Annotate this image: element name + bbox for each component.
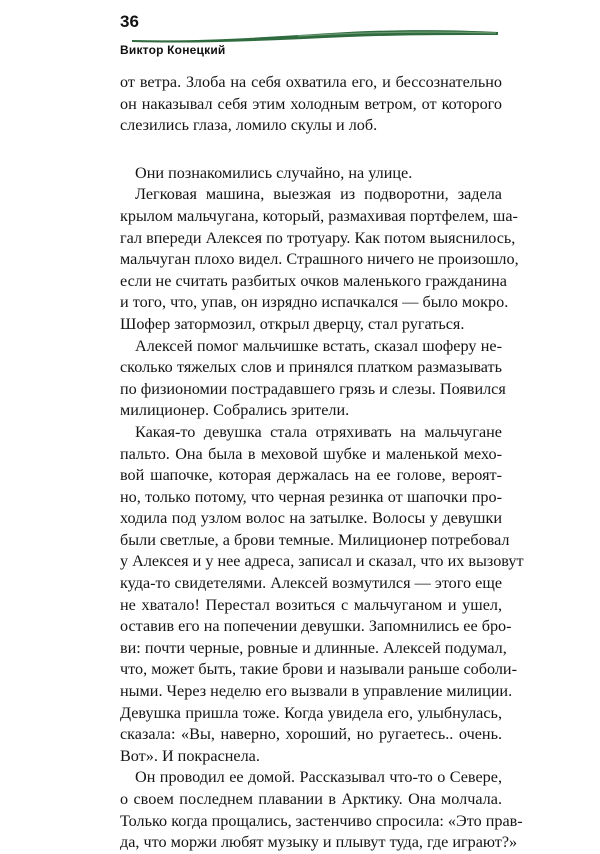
decorative-brush-rule <box>118 22 500 48</box>
text-line: ходила под узлом волос на затылке. Волосы у девушки <box>120 509 502 528</box>
text-line: гал впереди Алексея по тротуару. Как потом выяснилось, <box>120 228 516 247</box>
text-line: что, может быть, такие брови и называли раньше соболи- <box>120 660 517 679</box>
text-line: Он проводил ее домой. Рассказывал что-то о Севере, <box>135 768 502 787</box>
text-line: Они познакомились случайно, на улице. <box>135 163 413 182</box>
text-line: ви: почти черные, ровные и длинные. Алексей подумал, <box>120 638 507 657</box>
text-line: не хватало! Перестал возиться с мальчуганом и ушел, <box>120 595 502 614</box>
text-line: и того, что, упав, он изрядно испачкался — было мокро. <box>120 293 509 312</box>
text-line: у Алексея и у нее адреса, записал и сказал, что их вызовут <box>120 552 524 571</box>
running-head: Виктор Конецкий <box>120 43 226 57</box>
text-line: Легковая машина, выезжая из подворотни, задела <box>135 185 502 204</box>
text-line: куда-то свидетелями. Алексей возмутился — этого еще <box>120 574 502 593</box>
text-line: сказала: «Вы, наверно, хороший, но ругаетесь.. очень. <box>120 725 502 744</box>
text-line: Только когда прощались, застенчиво спросила: «Это прав- <box>120 811 523 830</box>
text-line: оставив его на попечении девушки. Запомнились ее бро- <box>120 617 512 636</box>
text-line: крылом мальчугана, который, размахивая портфелем, ша- <box>120 206 518 225</box>
text-line: да, что моржи любят музыку и плывут туда, где играют?» <box>120 833 518 852</box>
text-line: если не считать разбитых очков маленького гражданина <box>120 271 507 290</box>
text-line: от ветра. Злоба на себя охватила его, и бессознательно <box>120 73 502 91</box>
body-text <box>120 72 524 854</box>
text-line: он наказывал себя этим холодным ветром, от которого <box>120 94 502 113</box>
paragraph-group <box>120 163 524 854</box>
section-break <box>120 137 502 163</box>
text-line: милиционер. Собрались зрители. <box>120 401 350 420</box>
page-number: 36 <box>120 12 139 31</box>
text-line: Вот». И покраснела. <box>120 746 260 765</box>
text-line: по физиономии пострадавшего грязь и слезы. Появился <box>120 379 506 398</box>
paragraph-continuation <box>120 72 502 137</box>
text-line: Какая-то девушка стала отряхивать на мальчугане <box>135 422 502 441</box>
text-line: сколько тяжелых слов и принялся платком размазывать <box>120 358 502 377</box>
text-line: слезились глаза, ломило скулы и лоб. <box>120 116 378 135</box>
text-line: но, только потому, что черная резинка от шапочки про- <box>120 487 502 506</box>
text-line: о своем последнем плавании в Арктику. Она молчала. <box>120 790 502 808</box>
text-line: были светлые, а брови темные. Милиционер потребовал <box>120 530 510 549</box>
text-line: мальчуган плохо видел. Страшного ничего не произошло, <box>120 250 519 269</box>
text-line: Шофер затормозил, открыл дверцу, стал ругаться. <box>120 314 465 333</box>
text-line: Девушка пришла тоже. Когда увидела его, улыбнулась, <box>120 703 502 722</box>
text-line: Алексей помог мальчишке встать, сказал шоферу не- <box>135 336 502 355</box>
text-line: вой шапочке, которая держалась на ее голове, вероят- <box>120 466 502 485</box>
text-line: ными. Через неделю его вызвали в управление милиции. <box>120 682 513 701</box>
text-line: пальто. Она была в меховой шубке и маленькой мехо- <box>120 444 502 463</box>
